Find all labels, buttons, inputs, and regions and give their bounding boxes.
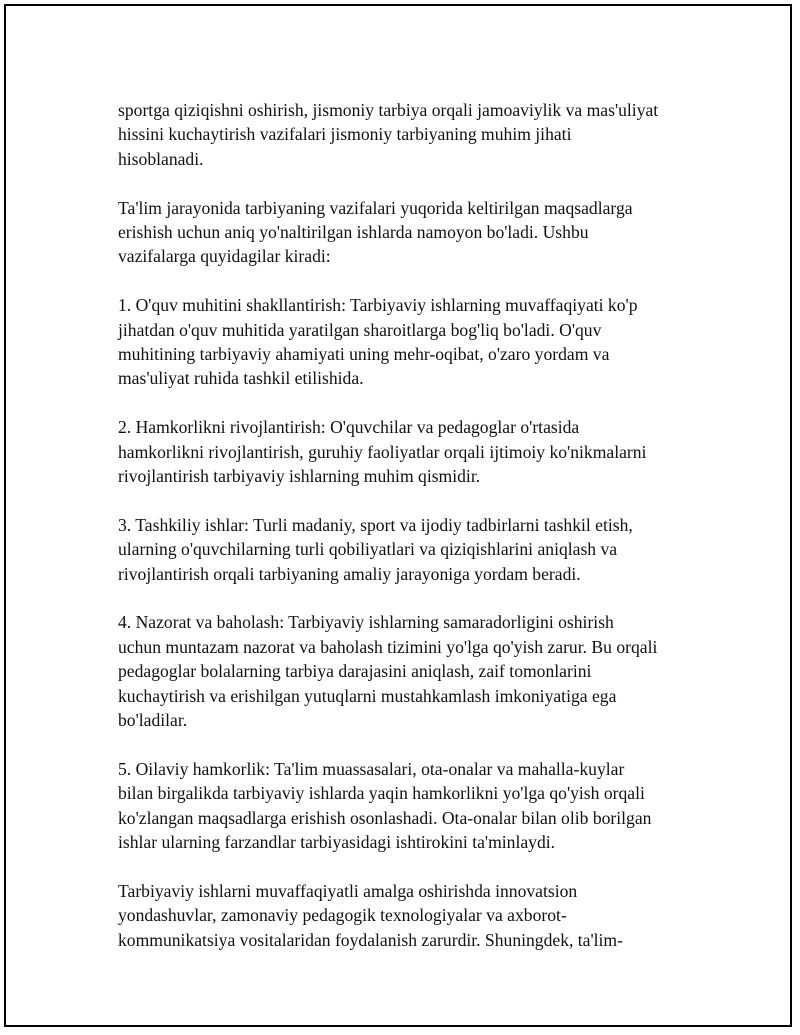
document-page: [4, 4, 792, 1027]
document-body: [118, 98, 698, 952]
paragraph-item-2: 2. Hamkorlikni rivojlantirish: O'quvchilar va pedagoglar o'rtasida hamkorlikni rivojlantirish, guruhiy faoliyatlar orqali ijtimoiy ko'nikmalarni rivojlantirish tarbiyaviy ishlarning muhim qismidir.: [118, 417, 647, 487]
paragraph-tasks-intro: Ta'lim jarayonida tarbiyaning vazifalari yuqorida keltirilgan maqsadlarga erishish uchun aniq yo'naltirilgan ishlarda namoyon bo'ladi. Ushbu vazifalarga quyidagilar kiradi:: [118, 197, 633, 267]
paragraph-intro-continuation: sportga qiziqishni oshirish, jismoniy tarbiya orqali jamoaviylik va mas'uliyat hissini kuchaytirish vazifalari jismoniy tarbiyaning muhim jihati hisoblanadi.: [118, 100, 659, 169]
paragraph-item-5: 5. Oilaviy hamkorlik: Ta'lim muassasalari, ota-onalar va mahalla-kuylar bilan birgalikda tarbiyaviy ishlarda yaqin hamkorlikni yo'lga qo'yish orqali ko'zlangan maqsadlarga erishish osonlashadi. Ota-onalar bilan olib borilgan ishlar ularning farzandlar tarbiyasidagi ishtirokini ta'minlaydi.: [118, 758, 652, 853]
paragraph-conclusion: Tarbiyaviy ishlarni muvaffaqiyatli amalga oshirishda innovatsion yondashuvlar, zamonaviy pedagogik texnologiyalar va axborot- kommunikatsiya vositalaridan foydalanish zarurdir. Shuningdek, ta'lim-: [118, 880, 623, 950]
paragraph-item-3: 3. Tashkiliy ishlar: Turli madaniy, sport va ijodiy tadbirlarni tashkil etish, ularning o'quvchilarning turli qobiliyatlari va qiziqishlarini aniqlash va rivojlantirish orqali tarbiyaning amaliy jarayoniga yordam beradi.: [118, 514, 633, 584]
paragraph-item-4: 4. Nazorat va baholash: Tarbiyaviy ishlarning samaradorligini oshirish uchun muntazam nazorat va baholash tizimini yo'lga qo'yish zarur. Bu orqali pedagoglar bolalarning tarbiya darajasini aniqlash, zaif tomonlarini kuchaytirish va erishilgan yutuqlarni mustahkamlash imkoniyatiga ega bo'ladilar.: [118, 612, 658, 731]
paragraph-item-1: 1. O'quv muhitini shakllantirish: Tarbiyaviy ishlarning muvaffaqiyati ko'p jihatdan o'quv muhitida yaratilgan sharoitlarga bog'liq bo'ladi. O'quv muhitining tarbiyaviy ahamiyati uning mehr-oqibat, o'zaro yordam va mas'uliyat ruhida tashkil etilishida.: [118, 295, 638, 389]
